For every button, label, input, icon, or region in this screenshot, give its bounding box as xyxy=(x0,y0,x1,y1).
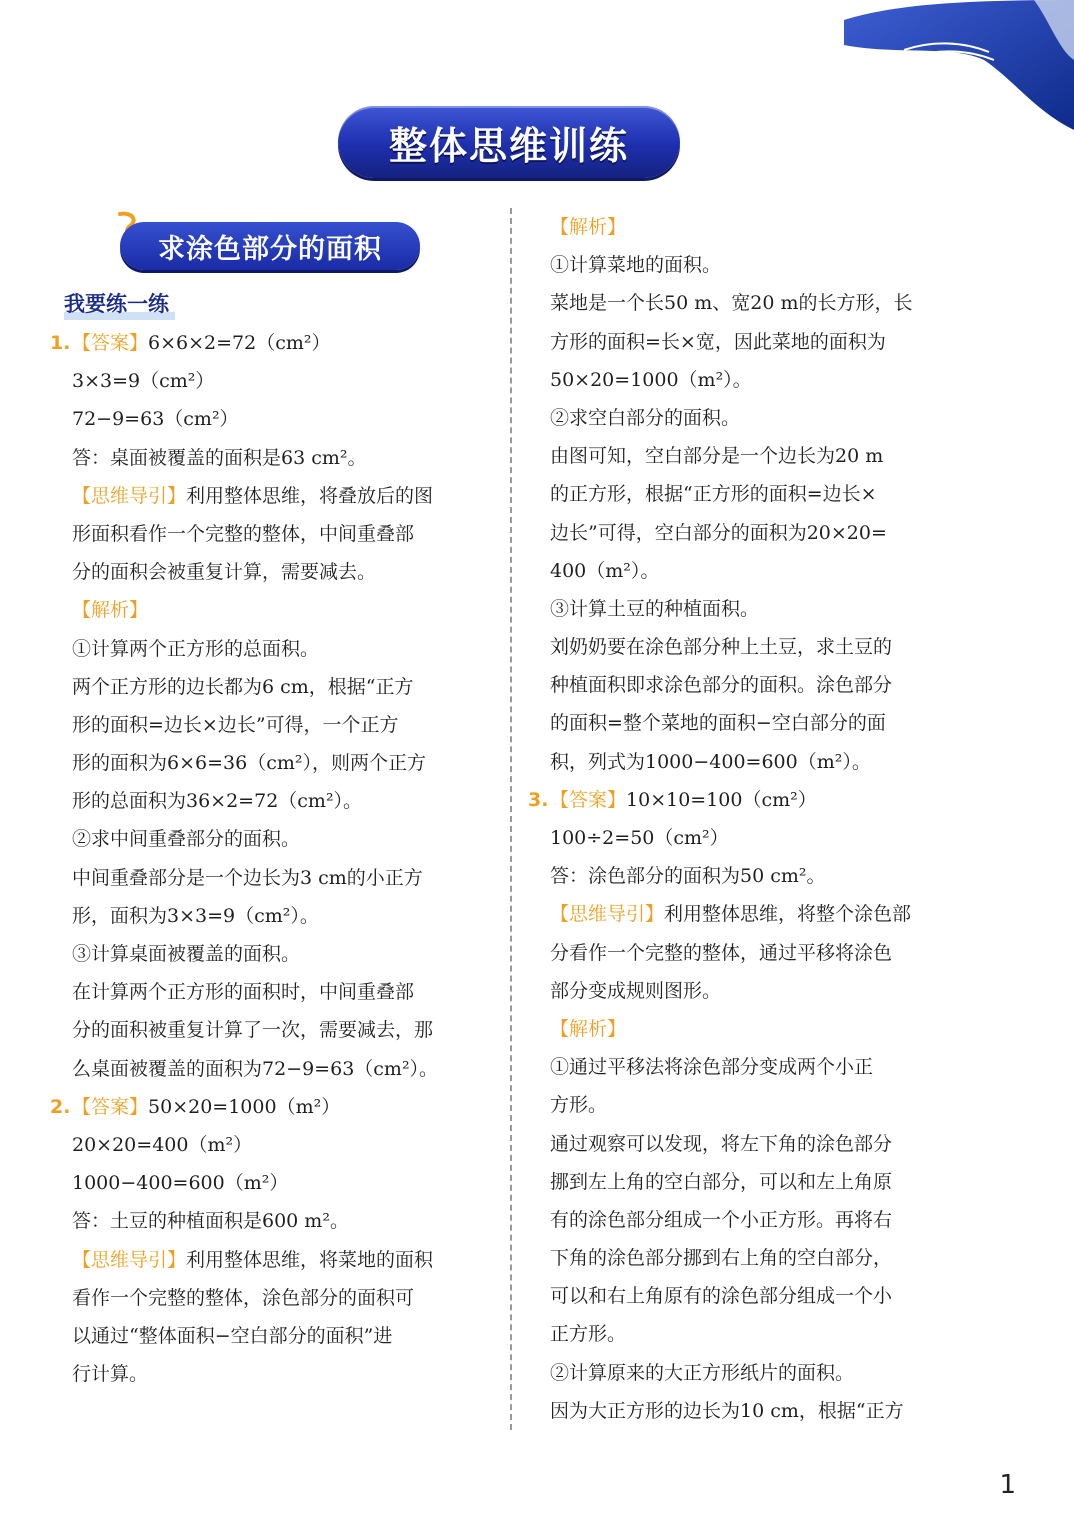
text-line xyxy=(50,1279,498,1317)
line-text: 分的面积会被重复计算，需要减去。 xyxy=(72,561,377,584)
line-text: 两个正方形的边长都为6 cm，根据“正方 xyxy=(72,675,414,698)
text-line xyxy=(50,782,498,820)
text-line xyxy=(50,1011,498,1049)
text-line xyxy=(528,666,968,704)
line-text: 方形。 xyxy=(550,1094,608,1117)
text-line xyxy=(50,744,498,782)
line-text: 种植面积即求涂色部分的面积。涂色部分 xyxy=(550,674,893,697)
label-tag: 【思维导引】 xyxy=(550,903,665,926)
line-text: 分的面积被重复计算了一次，需要减去，那 xyxy=(72,1019,434,1042)
line-text: ②求空白部分的面积。 xyxy=(550,406,741,429)
line-text: 边长”可得，空白部分的面积为20×20= xyxy=(550,521,887,544)
text-line xyxy=(50,706,498,744)
text-line xyxy=(50,477,498,515)
text-line xyxy=(50,973,498,1011)
text-line xyxy=(528,1048,968,1086)
text-line xyxy=(50,859,498,897)
label-tag: 【思维导引】 xyxy=(72,1248,187,1271)
line-text: 100÷2=50（cm²） xyxy=(550,827,729,849)
line-text: 方形的面积=长×宽，因此菜地的面积为 xyxy=(550,330,886,353)
line-text: 积，列式为1000−400=600（m²）。 xyxy=(550,750,871,773)
text-line xyxy=(528,819,968,857)
text-line xyxy=(528,1201,968,1239)
line-text: 形面积看作一个完整的整体，中间重叠部 xyxy=(72,522,415,545)
line-text: ③计算桌面被覆盖的面积。 xyxy=(72,943,301,965)
line-text: ①通过平移法将涂色部分变成两个小正 xyxy=(550,1056,874,1079)
text-line xyxy=(528,1086,968,1124)
text-line xyxy=(50,820,498,858)
page-number: 1 xyxy=(999,1470,1016,1500)
text-line xyxy=(50,362,498,400)
text-line xyxy=(528,1392,968,1430)
line-text: 3×3=9（cm²） xyxy=(72,370,215,393)
line-text: 正方形。 xyxy=(550,1323,627,1346)
label-tag: 【解析】 xyxy=(550,1017,627,1040)
text-line xyxy=(528,781,968,819)
text-line xyxy=(528,1125,968,1163)
line-text: 行计算。 xyxy=(72,1363,149,1386)
line-text: 刘奶奶要在涂色部分种上土豆，求土豆的 xyxy=(550,636,893,659)
text-line xyxy=(50,1050,498,1088)
text-line xyxy=(528,1239,968,1277)
text-line xyxy=(528,475,968,513)
label-tag: 【答案】 xyxy=(72,332,149,354)
line-text: ①计算菜地的面积。 xyxy=(550,254,722,277)
label-tag: 【解析】 xyxy=(550,216,627,238)
text-line xyxy=(528,361,968,399)
text-line xyxy=(528,1315,968,1353)
line-text: 72−9=63（cm²） xyxy=(72,408,239,431)
line-text: 部分变成规则图形。 xyxy=(550,979,722,1002)
line-text: 看作一个完整的整体，涂色部分的面积可 xyxy=(72,1286,415,1309)
text-line xyxy=(50,1317,498,1355)
question-number: 2. xyxy=(50,1095,71,1118)
line-text: ①计算两个正方形的总面积。 xyxy=(72,637,320,660)
text-line xyxy=(50,1241,498,1279)
text-line xyxy=(50,515,498,553)
text-line xyxy=(528,1277,968,1315)
question-number: 3. xyxy=(528,788,549,811)
text-line xyxy=(528,934,968,972)
text-line xyxy=(528,323,968,361)
text-line xyxy=(528,514,968,552)
left-column xyxy=(50,324,498,1393)
text-line xyxy=(50,630,498,668)
page-title-banner xyxy=(338,106,680,178)
text-line xyxy=(528,704,968,742)
label-tag: 【思维导引】 xyxy=(72,484,187,507)
column-divider xyxy=(510,208,512,1430)
text-line xyxy=(50,553,498,591)
line-text: 下角的涂色部分挪到右上角的空白部分， xyxy=(550,1247,893,1270)
label-tag: 【答案】 xyxy=(72,1095,149,1118)
line-text: 以通过“整体面积−空白部分的面积”进 xyxy=(72,1324,393,1347)
text-line xyxy=(528,399,968,437)
line-text: 有的涂色部分组成一个小正方形。再将右 xyxy=(550,1208,893,1231)
text-line xyxy=(50,324,498,362)
line-text: 形的面积=边长×边长”可得，一个正方 xyxy=(72,713,399,736)
text-line xyxy=(50,1202,498,1240)
line-text: 可以和右上角原有的涂色部分组成一个小 xyxy=(550,1285,893,1308)
line-text: 在计算两个正方形的面积时，中间重叠部 xyxy=(72,981,415,1004)
line-text: 由图可知，空白部分是一个边长为20 m xyxy=(550,445,884,468)
text-line xyxy=(50,591,498,629)
line-text: ③计算土豆的种植面积。 xyxy=(550,597,760,620)
text-line xyxy=(528,895,968,933)
line-text: 6×6×2=72（cm²） xyxy=(148,332,331,354)
text-line xyxy=(50,1126,498,1164)
line-text: 菜地是一个长50 m、宽20 m的长方形，长 xyxy=(550,292,913,315)
corner-decoration xyxy=(834,0,1074,130)
label-tag: 【答案】 xyxy=(550,788,627,811)
page-title: 整体思维训练 xyxy=(388,123,629,168)
practice-heading: 我要练一练 xyxy=(64,288,169,318)
text-line xyxy=(528,208,968,246)
section-heading-banner xyxy=(120,222,420,270)
text-line xyxy=(50,897,498,935)
line-text: ②计算原来的大正方形纸片的面积。 xyxy=(550,1361,855,1384)
text-line xyxy=(528,284,968,322)
line-text: 通过观察可以发现，将左下角的涂色部分 xyxy=(550,1132,893,1155)
line-text: 利用整体思维，将叠放后的图 xyxy=(186,484,434,507)
line-text: 因为大正方形的边长为10 cm，根据“正方 xyxy=(550,1399,904,1422)
text-line xyxy=(528,628,968,666)
text-line xyxy=(50,439,498,477)
line-text: 中间重叠部分是一个边长为3 cm的小正方 xyxy=(72,866,423,889)
text-line xyxy=(50,1164,498,1202)
text-line xyxy=(528,1010,968,1048)
line-text: 分看作一个完整的整体，通过平移将涂色 xyxy=(550,941,893,964)
text-line xyxy=(50,668,498,706)
line-text: 10×10=100（cm²） xyxy=(626,788,817,811)
text-line xyxy=(528,246,968,284)
text-line xyxy=(528,1354,968,1392)
line-text: 利用整体思维，将菜地的面积 xyxy=(186,1248,434,1271)
line-text: 答：桌面被覆盖的面积是63 cm²。 xyxy=(72,446,367,469)
text-line xyxy=(50,1355,498,1393)
text-line xyxy=(50,935,498,973)
text-line xyxy=(528,590,968,628)
text-line xyxy=(50,1088,498,1126)
line-text: 形的面积为6×6=36（cm²），则两个正方 xyxy=(72,752,426,775)
line-text: 形，面积为3×3=9（cm²）。 xyxy=(72,904,319,927)
line-text: 答：涂色部分的面积为50 cm²。 xyxy=(550,865,826,888)
line-text: 的面积=整个菜地的面积−空白部分的面 xyxy=(550,712,886,735)
line-text: 400（m²）。 xyxy=(550,559,660,582)
text-line xyxy=(528,552,968,590)
text-line xyxy=(528,1163,968,1201)
text-line xyxy=(528,857,968,895)
line-text: 20×20=400（m²） xyxy=(72,1133,253,1156)
label-tag: 【解析】 xyxy=(72,599,149,622)
line-text: 么桌面被覆盖的面积为72−9=63（cm²）。 xyxy=(72,1057,439,1080)
right-column xyxy=(528,208,968,1430)
line-text: 形的总面积为36×2=72（cm²）。 xyxy=(72,790,363,813)
text-line xyxy=(528,743,968,781)
line-text: 的正方形，根据“正方形的面积=边长× xyxy=(550,483,877,506)
question-number: 1. xyxy=(50,332,71,354)
text-line xyxy=(528,437,968,475)
text-line xyxy=(528,972,968,1010)
line-text: 利用整体思维，将整个涂色部 xyxy=(664,903,912,926)
line-text: 50×20=1000（m²）。 xyxy=(550,368,752,391)
line-text: 1000−400=600（m²） xyxy=(72,1172,289,1195)
line-text: ②求中间重叠部分的面积。 xyxy=(72,828,301,851)
line-text: 50×20=1000（m²） xyxy=(148,1095,341,1118)
line-text: 挪到左上角的空白部分，可以和左上角原 xyxy=(550,1170,893,1193)
section-heading: 求涂色部分的面积 xyxy=(158,233,382,265)
text-line xyxy=(50,400,498,438)
line-text: 答：土豆的种植面积是600 m²。 xyxy=(72,1210,349,1233)
watermark-logo xyxy=(882,1448,1062,1528)
